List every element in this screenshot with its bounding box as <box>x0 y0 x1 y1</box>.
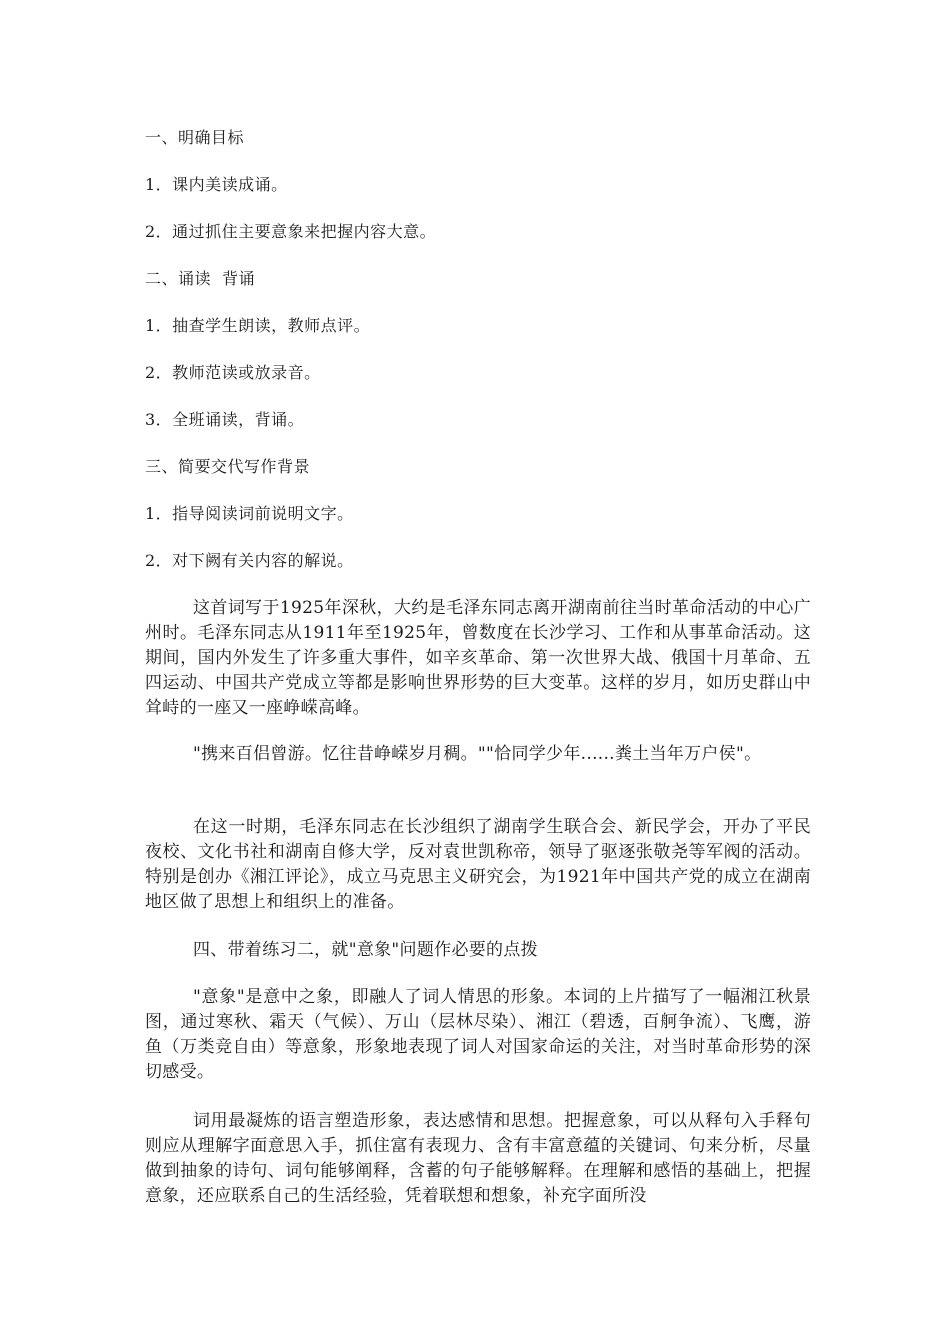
section-heading-imagery: 四、带着练习二，就"意象"问题作必要的点拨 <box>193 940 538 960</box>
goal-item-1: 1．课内美读成诵。 <box>145 175 288 194</box>
background-item-1: 1．指导阅读词前说明文字。 <box>145 504 354 523</box>
method-paragraph: 词用最凝炼的语言塑造形象，表达感情和思想。把握意象，可以从释句入手释句则应从理解字面意思入手，抓住富有表现力、含有丰富意蕴的关键词、句来分析，尽量做到抽象的诗句、词句能够阐释，含蓄的句子能够解释。在理解和感悟的基础上，把握意象，还应联系自己的生活经验，凭着联想和想象，补充字面所没 <box>145 1111 811 1206</box>
poem-quote-paragraph: "携来百侣曾游。忆往昔峥嵘岁月稠。""恰同学少年......粪土当年万户侯"。 <box>193 744 762 764</box>
goal-item-2: 2．通过抓住主要意象来把握内容大意。 <box>145 222 437 241</box>
background-paragraph: 这首词写于1925年深秋，大约是毛泽东同志离开湖南前往当时革命活动的中心广州时。毛泽东同志从1911年至1925年，曾数度在长沙学习、工作和从事革命活动。这期间，国内外发生了许多重大事件，如辛亥革命、第一次世界大战、俄国十月革命、五四运动、中国共产党成立等都是影响世界形势的巨大变革。这样的岁月，如历史群山中耸峙的一座又一座峥嵘高峰。 <box>145 598 811 718</box>
recite-item-2: 2．教师范读或放录音。 <box>145 363 321 382</box>
history-paragraph: 在这一时期，毛泽东同志在长沙组织了湖南学生联合会、新民学会，开办了平民夜校、文化书社和湖南自修大学，反对袁世凯称帝，领导了驱逐张敬尧等军阀的活动。特别是创办《湘江评论》，成立马克思主义研究会，为1921年中国共产党的成立在湖南地区做了思想上和组织上的准备。 <box>145 817 811 912</box>
background-item-2: 2．对下阙有关内容的解说。 <box>145 551 354 570</box>
recite-item-1: 1．抽查学生朗读，教师点评。 <box>145 316 371 335</box>
section-heading-recite: 二、诵读 背诵 <box>145 269 256 288</box>
recite-item-3: 3．全班诵读，背诵。 <box>145 410 305 429</box>
imagery-paragraph: "意象"是意中之象，即融人了词人情思的形象。本词的上片描写了一幅湘江秋景图，通过寒秋、霜天（气候）、万山（层林尽染）、湘江（碧透，百舸争流）、飞鹰，游鱼（万类竞自由）等意象，形象地表现了词人对国家命运的关注，对当时革命形势的深切感受。 <box>145 987 811 1082</box>
section-heading-background: 三、简要交代写作背景 <box>145 457 311 476</box>
section-heading-goals: 一、明确目标 <box>145 128 245 147</box>
